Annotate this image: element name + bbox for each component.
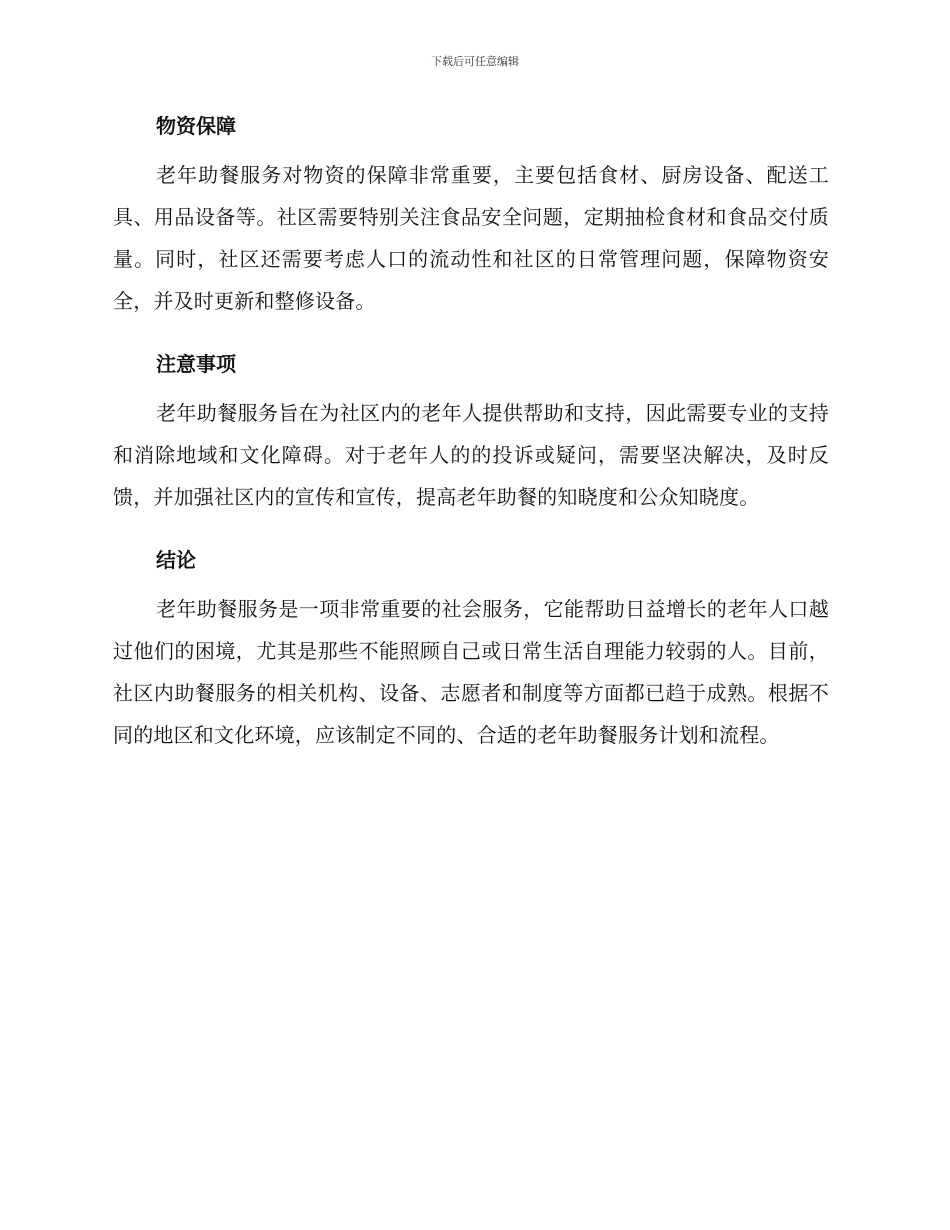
page-header: 下载后可任意编辑 [431,55,519,68]
section-heading-conclusion: 结论 [156,548,196,572]
section-heading-supplies: 物资保障 [156,114,236,138]
section-paragraph-supplies: 老年助餐服务对物资的保障非常重要，主要包括食材、厨房设备、配送工具、用品设备等。社区需要特别关注食品安全问题，定期抽检食材和食品交付质量。同时，社区还需要考虑人口的流动性和社区的日常管理问题，保障物资安全，并及时更新和整修设备。 [113,163,829,313]
document-body [113,112,829,756]
section-paragraph-conclusion: 老年助餐服务是一项非常重要的社会服务，它能帮助日益增长的老年人口越过他们的困境，尤其是那些不能照顾自己或日常生活自理能力较弱的人。目前，社区内助餐服务的相关机构、设备、志愿者和制度等方面都已趋于成熟。根据不同的地区和文化环境，应该制定不同的、合适的老年助餐服务计划和流程。 [113,597,829,747]
section-heading-notes: 注意事项 [156,352,236,376]
section-paragraph-notes: 老年助餐服务旨在为社区内的老年人提供帮助和支持，因此需要专业的支持和消除地域和文化障碍。对于老年人的的投诉或疑问，需要坚决解决，及时反馈，并加强社区内的宣传和宣传，提高老年助餐的知晓度和公众知晓度。 [113,401,829,509]
